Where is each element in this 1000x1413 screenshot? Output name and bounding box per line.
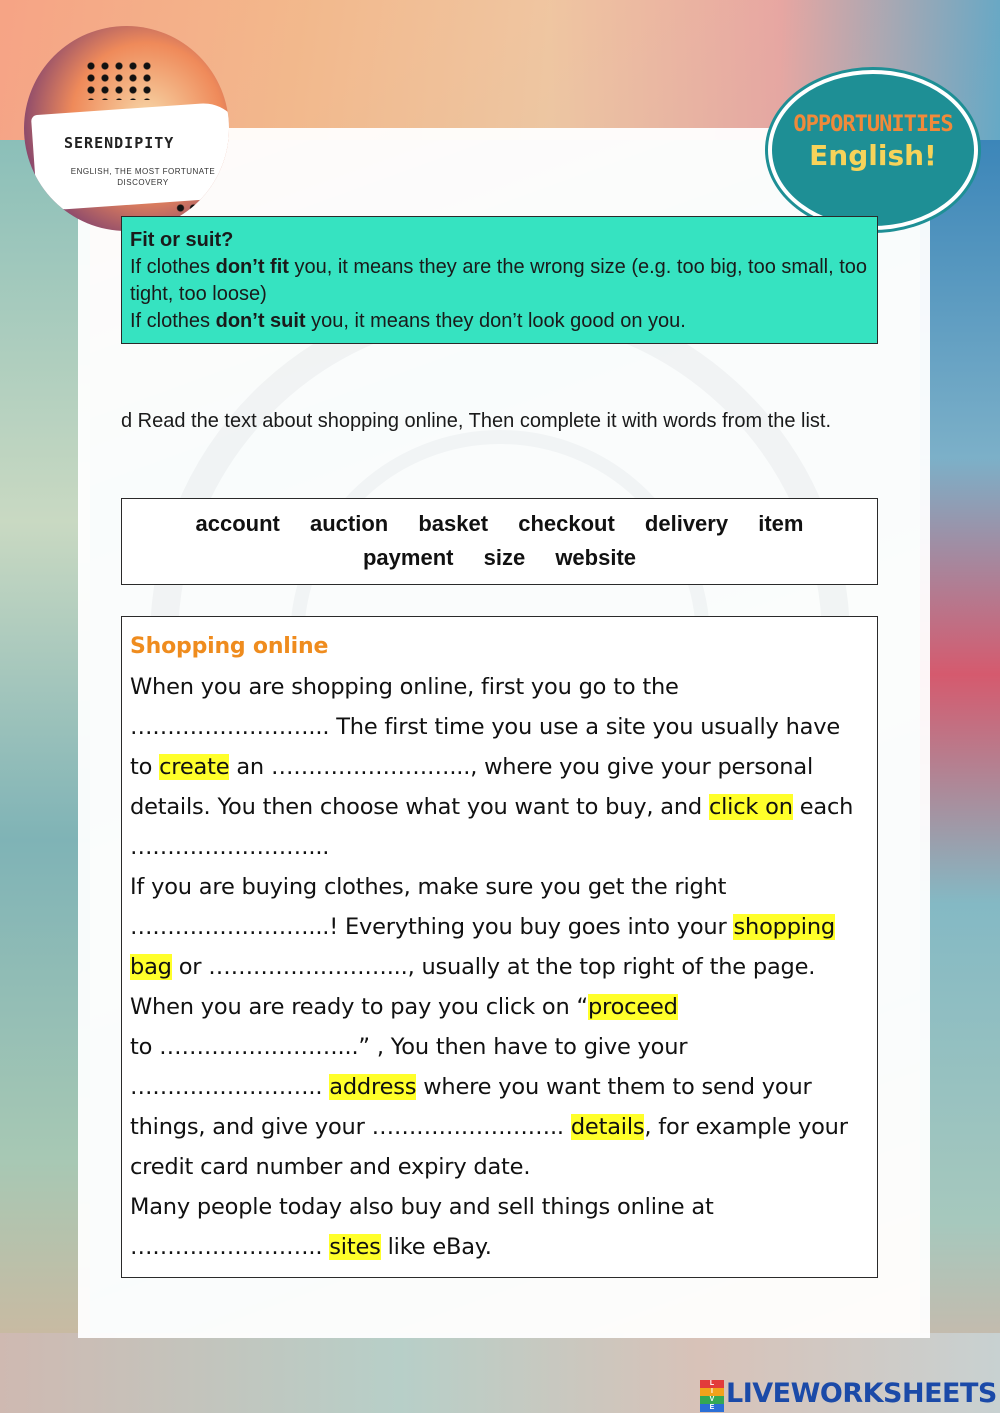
opportunities-english-logo	[768, 70, 978, 230]
word-item: size	[483, 545, 526, 570]
highlight-proceed: proceed	[587, 994, 678, 1020]
word-item: payment	[362, 545, 454, 570]
shopping-online-passage	[121, 616, 878, 1278]
word-list-row	[122, 541, 877, 575]
logo-line2: English!	[809, 139, 937, 172]
text: each	[792, 794, 854, 820]
info-line-fit	[130, 254, 869, 308]
liveworksheets-badge-icon	[700, 1380, 724, 1411]
blank-6[interactable]: ……………………...	[159, 1034, 359, 1060]
blank-5[interactable]: ……………………...	[208, 954, 408, 980]
text: where you want them to send your things, and give your	[130, 1074, 812, 1140]
background-paint-right	[920, 140, 1000, 1413]
brand-wordmark: LIVEWORKSHEETS	[726, 1377, 997, 1409]
logo-title: SERENDIPITY	[64, 134, 175, 152]
word-item: website	[555, 545, 637, 570]
passage-paragraph-3	[130, 1187, 869, 1267]
badge-letter: E	[700, 1404, 724, 1412]
dots-decoration	[84, 60, 154, 100]
text: ! Everything you buy goes into your	[329, 914, 734, 940]
blank-1[interactable]: ……………………..	[130, 714, 323, 740]
bold-text: don’t fit	[215, 256, 289, 278]
info-title: Fit or suit?	[130, 229, 234, 251]
serendipity-logo	[24, 26, 229, 231]
passage-paragraph-2	[130, 867, 869, 1187]
badge-letter: V	[700, 1396, 724, 1404]
background-paint-left	[0, 140, 90, 1413]
highlight-shopping-bag: shopping bag	[130, 914, 835, 980]
text: Many people today also buy and sell things online at	[130, 1194, 714, 1220]
text: . The first time you use a site you usually have to	[130, 714, 841, 780]
word-item: account	[195, 511, 280, 536]
fit-or-suit-box	[121, 216, 878, 344]
brush-stroke-decoration	[31, 101, 229, 211]
blank-7[interactable]: ……………………..	[130, 1074, 323, 1100]
text: , where you give your personal details. You then choose what you want to buy, and	[130, 754, 814, 820]
passage-paragraph-1	[130, 667, 869, 867]
text: ” , You then have to give your	[358, 1034, 688, 1060]
word-item: auction	[310, 511, 389, 536]
logo-line1: OPPORTUNITIES	[793, 112, 953, 137]
blank-3[interactable]: ……………………...	[130, 834, 330, 860]
highlight-address: address	[329, 1074, 417, 1100]
word-item: checkout	[518, 511, 615, 536]
text: you, it means they are the wrong size (e.g. too big, too small, too tight, too loose)	[130, 256, 867, 305]
text: or	[171, 954, 209, 980]
blank-2[interactable]: ……………………...	[270, 754, 471, 780]
text: you, it means they don’t look good on you.	[305, 310, 686, 332]
word-item: delivery	[644, 511, 729, 536]
info-line-suit	[130, 308, 869, 335]
word-list-box	[121, 498, 878, 585]
highlight-sites: sites	[329, 1234, 381, 1260]
logo-subtitle: ENGLISH, THE MOST FORTUNATE DISCOVERY	[70, 167, 216, 187]
bold-text: don’t suit	[215, 310, 306, 332]
text	[564, 1114, 571, 1140]
text: If clothes	[130, 310, 216, 332]
blank-4[interactable]: ……………………...	[130, 914, 330, 940]
highlight-details: details	[570, 1114, 645, 1140]
blank-8[interactable]: ……………………..	[371, 1114, 564, 1140]
liveworksheets-brand[interactable]	[700, 1376, 997, 1410]
word-item: basket	[418, 511, 489, 536]
text: like eBay.	[380, 1234, 492, 1260]
passage-heading: Shopping online	[130, 634, 329, 659]
highlight-create: create	[159, 754, 230, 780]
text: an	[229, 754, 271, 780]
word-item: item	[758, 511, 804, 536]
text: When you are shopping online, first you go to the	[130, 674, 679, 700]
highlight-click-on: click on	[708, 794, 793, 820]
text: to	[130, 1034, 160, 1060]
text: , usually at the top right of the page. When you are ready to pay you click on “	[130, 954, 816, 1020]
exercise-instruction: d Read the text about shopping online, Then complete it with words from the list.	[121, 410, 832, 432]
word-list-row	[122, 507, 877, 541]
badge-letter: I	[700, 1388, 724, 1396]
text: If clothes	[130, 256, 216, 278]
blank-9[interactable]: ……………………..	[130, 1234, 323, 1260]
text: , for example your credit card number and expiry date.	[130, 1114, 848, 1180]
text: If you are buying clothes, make sure you get the right	[130, 874, 727, 900]
badge-letter: L	[700, 1380, 724, 1388]
